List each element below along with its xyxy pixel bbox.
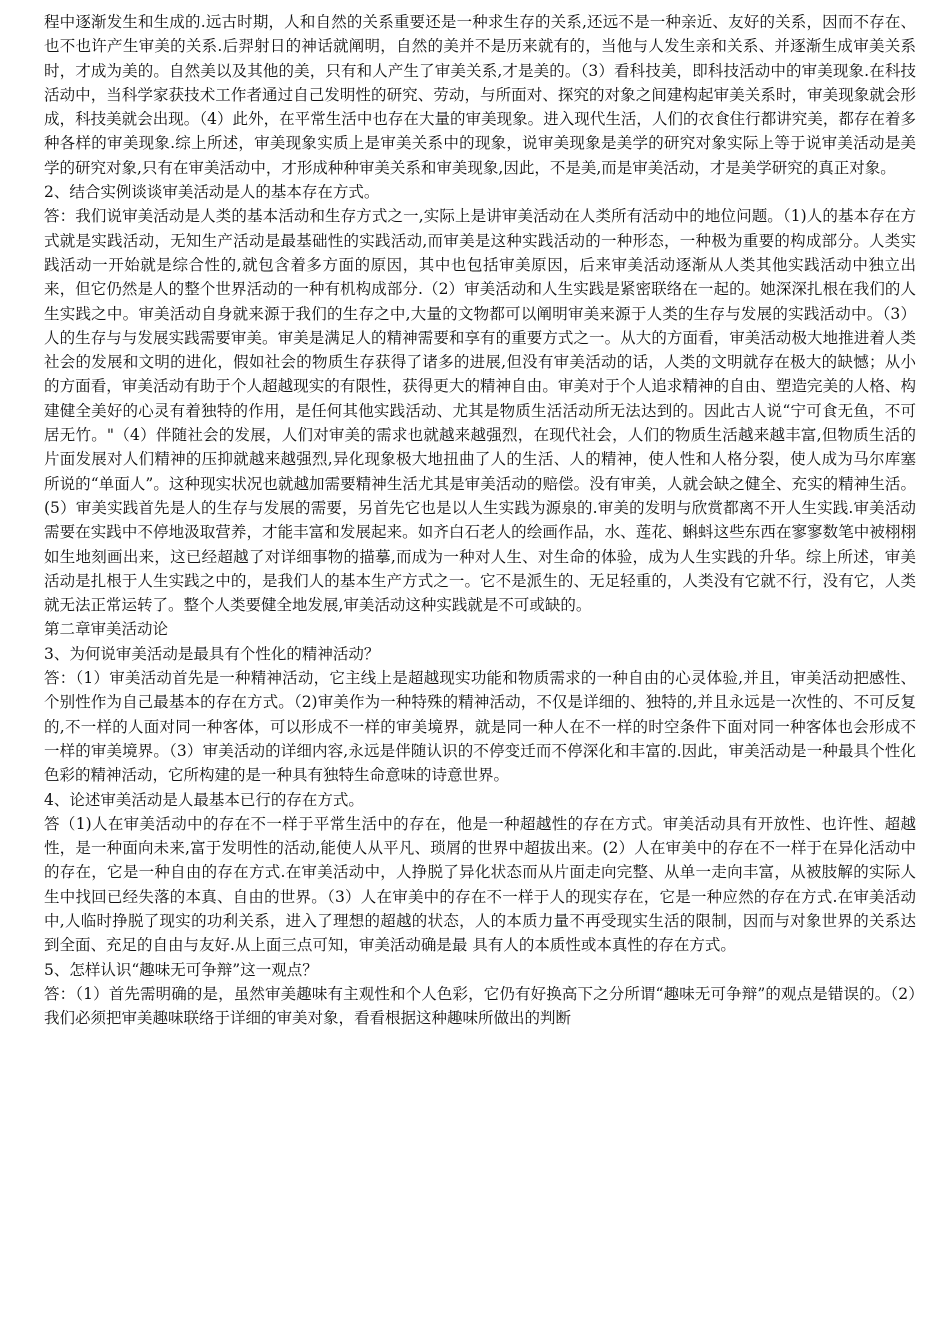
question-2-heading: 2、结合实例谈谈审美活动是人的基本存在方式。 — [44, 183, 380, 202]
chapter-2-heading: 第二章审美活动论 — [44, 620, 169, 639]
question-3-heading: 3、为何说审美活动是最具有个性化的精神活动？ — [44, 644, 380, 663]
question-4-heading: 4、论述审美活动是人最基本已行的存在方式。 — [44, 790, 364, 809]
paragraph-intro-continued: 程中逐渐发生和生成的.远古时期，人和自然的关系重要还是一种求生存的关系,还远不是一种亲近、友好的关系，因而不存在、也不也许产生审美的关系.后羿射日的神话就阐明，自然的美并不是历来就有的，当他与人发生亲和关系、并逐渐生成审美关系时，才成为美的。自然美以及其他的美，只有和人产生了审美关系,才是美的。（3）看科技美，即科技活动中的审美现象.在科技活动中，当科学家获技术工作者通过自己发明性的研究、劳动，与所面对、探究的对象之间建构起审美关系时，审美现象就会形成，科技美就会出现。（4）此外，在平常生活中也存在大量的审美现象。进入现代生活，人们的衣食住行都讲究美，都存在着多种各样的审美现象.综上所述，审美现象实质上是审美关系中的现象，说审美现象是美学的研究对象实际上等于说审美活动是美学的研究对象,只有在审美活动中，才形成种种审美关系和审美现象,因此，不是美,而是审美活动，才是美学研究的真正对象。 — [44, 13, 916, 177]
answer-3-paragraph: 答：（1）审美活动首先是一种精神活动，它主线上是超越现实功能和物质需求的一种自由的心灵体验,并且，审美活动把感性、个别性作为自己最基本的存在方式。（2)审美作为一种特殊的精神活动，不仅是详细的、独特的,并且永远是一次性的、不可反复的,不一样的人面对同一种客体，可以形成不一样的审美境界，就是同一种人在不一样的时空条件下面对同一种客体也会形成不一样的审美境界。（3）审美活动的详细内容,永远是伴随认识的不停变迁而不停深化和丰富的.因此，审美活动是一种最具个性化色彩的精神活动，它所构建的是一种具有独特生命意味的诗意世界。 — [44, 669, 916, 785]
answer-2-paragraph: 答：我们说审美活动是人类的基本活动和生存方式之一,实际上是讲审美活动在人类所有活动中的地位问题。（1)人的基本存在方式就是实践活动，无知生产活动是最基础性的实践活动,而审美是这种实践活动的一种形态，一种极为重要的构成部分。人类实践活动一开始就是综合性的,就包含着多方面的原因，其中也包括审美原因，后来审美活动逐渐从人类其他实践活动中独立出来，但它仍然是人的整个世界活动的一种有机构成部分.（2）审美活动和人生实践是紧密联络在一起的。她深深扎根在我们的人生实践之中。审美活动自身就来源于我们的生存之中,大量的文物都可以阐明审美来源于人类的生存与发展的实践活动中。（3）人的生存与与发展实践需要审美。审美是满足人的精神需要和享有的重要方式之一。从大的方面看，审美活动极大地推进着人类社会的发展和文明的进化，假如社会的物质生存获得了诸多的进展,但没有审美活动的话，人类的文明就存在极大的缺憾；从小的方面看，审美活动有助于个人超越现实的有限性，获得更大的精神自由。审美对于个人追求精神的自由、塑造完美的人格、构建健全美好的心灵有着独特的作用，是任何其他实践活动、尤其是物质生活活动所无法达到的。因此古人说“宁可食无鱼，不可居无竹。"（4）伴随社会的发展，人们对审美的需求也就越来越强烈，在现代社会，人们的物质生活越来越丰富,但物质生活的片面发展对人们精神的压抑就越来越强烈,异化现象极大地扭曲了人的生活、人的精神，使人性和人格分裂，使人成为马尔库塞所说的“单面人”。这种现实状况也就越加需要精神生活尤其是审美活动的赔偿。没有审美，人就会缺之健全、充实的精神生活。(5）审美实践首先是人的生存与发展的需要，另首先它也是以人生实践为源泉的.审美的发明与欣赏都离不开人生实践.审美活动需要在实践中不停地汲取营养，才能丰富和发展起来。如齐白石老人的绘画作品，水、莲花、蝌蚪这些东西在寥寥数笔中被栩栩如生地刻画出来，这已经超越了对详细事物的描摹,而成为一种对人生、对生命的体验，成为人生实践的升华。综上所述，审美活动是扎根于人生实践之中的，是我们人的基本生产方式之一。它不是派生的、无足轻重的，人类没有它就不行，没有它，人类就无法正常运转了。整个人类要健全地发展,审美活动这种实践就是不可或缺的。 — [44, 207, 916, 615]
question-5-heading: 5、怎样认识“趣味无可争辩”这一观点？ — [44, 960, 318, 979]
answer-5-paragraph: 答：（1）首先需明确的是，虽然审美趣味有主观性和个人色彩，它仍有好换高下之分所谓“趣味无可争辩”的观点是错误的。（2）我们必须把审美趣味联络于详细的审美对象，看看根据这种趣味所做出的判断 — [44, 984, 916, 1028]
answer-4-paragraph: 答（1)人在审美活动中的存在不一样于平常生活中的存在，他是一种超越性的存在方式。审美活动具有开放性、也许性、超越性，是一种面向未来,富于发明性的活动,能使人从平凡、琐屑的世界中超拔出来。(2）人在审美中的存在不一样于在异化活动中的存在，它是一种自由的存在方式.在审美活动中，人挣脱了异化状态而从片面走向完整、从单一走向丰富，从被肢解的实际人生中找回已经失落的本真、自由的世界。（3）人在审美中的存在不一样于人的现实存在，它是一种应然的存在方式.在审美活动中,人临时挣脱了现实的功利关系，进入了理想的超越的状态，人的本质力量不再受现实生活的限制，因而与对象世界的关系达到全面、充足的自由与友好.从上面三点可知，审美活动确是最 具有人的本质性或本真性的存在方式。 — [44, 814, 916, 955]
